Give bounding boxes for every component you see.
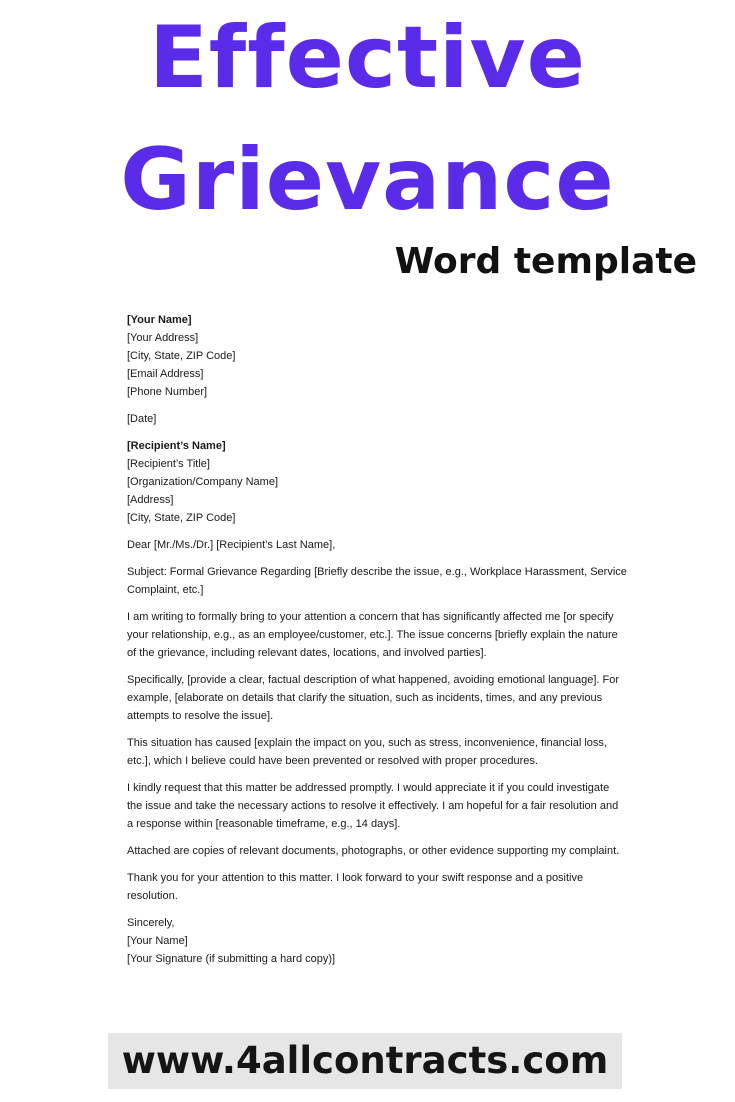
subtitle: Word template <box>394 241 697 282</box>
recipient-name: [Recipient’s Name] <box>127 440 226 452</box>
website-url: www.4allcontracts.com <box>121 1039 609 1082</box>
body-paragraph-3: This situation has caused [explain the impact on you, such as stress, inconvenience, financial loss, etc.], which I believe could have been prevented or resolved with proper procedures. <box>127 737 607 767</box>
recipient-address: [Address] <box>127 494 174 506</box>
closing-salutation: Sincerely, <box>127 917 175 929</box>
letter-document <box>127 311 627 977</box>
title-line-2: Grievance <box>120 130 615 230</box>
closing-block <box>127 914 627 968</box>
date-block <box>127 410 627 428</box>
recipient-title: [Recipient’s Title] <box>127 458 210 470</box>
recipient-block <box>127 437 627 527</box>
sender-block <box>127 311 627 401</box>
footer-banner <box>108 1033 622 1089</box>
sender-email: [Email Address] <box>127 368 204 380</box>
letter-date: [Date] <box>127 413 157 425</box>
closing-name: [Your Name] <box>127 935 188 947</box>
sender-city: [City, State, ZIP Code] <box>127 350 236 362</box>
recipient-city: [City, State, ZIP Code] <box>127 512 236 524</box>
subject-line: Subject: Formal Grievance Regarding [Briefly describe the issue, e.g., Workplace Harassment, Service Complaint, etc.] <box>127 566 627 596</box>
body-paragraph-4: I kindly request that this matter be addressed promptly. I would appreciate it if you could investigate the issue and take the necessary actions to resolve it effectively. I am hopeful for a fair resolution and a response within [reasonable timeframe, e.g., 14 days]. <box>127 782 619 830</box>
closing-signature: [Your Signature (if submitting a hard copy)] <box>127 953 336 965</box>
body-paragraph-2: Specifically, [provide a clear, factual description of what happened, avoiding emotional language]. For example, [elaborate on details that clarify the situation, such as incidents, times, and any previous attempts to resolve the issue]. <box>127 674 620 722</box>
body-paragraph-5: Attached are copies of relevant documents, photographs, or other evidence supporting my complaint. <box>127 845 620 857</box>
title-line-1: Effective <box>149 8 586 108</box>
recipient-organization: [Organization/Company Name] <box>127 476 279 488</box>
sender-name: [Your Name] <box>127 314 192 326</box>
salutation: Dear [Mr./Ms./Dr.] [Recipient’s Last Name], <box>127 539 336 551</box>
sender-address: [Your Address] <box>127 332 199 344</box>
sender-phone: [Phone Number] <box>127 386 208 398</box>
body-paragraph-6: Thank you for your attention to this matter. I look forward to your swift response and a positive resolution. <box>127 872 584 902</box>
body-paragraph-1: I am writing to formally bring to your attention a concern that has significantly affected me [or specify your relationship, e.g., as an employee/customer, etc.]. The issue concerns [briefly explain the nature of the grievance, including relevant dates, locations, and involved parties]. <box>127 611 618 659</box>
